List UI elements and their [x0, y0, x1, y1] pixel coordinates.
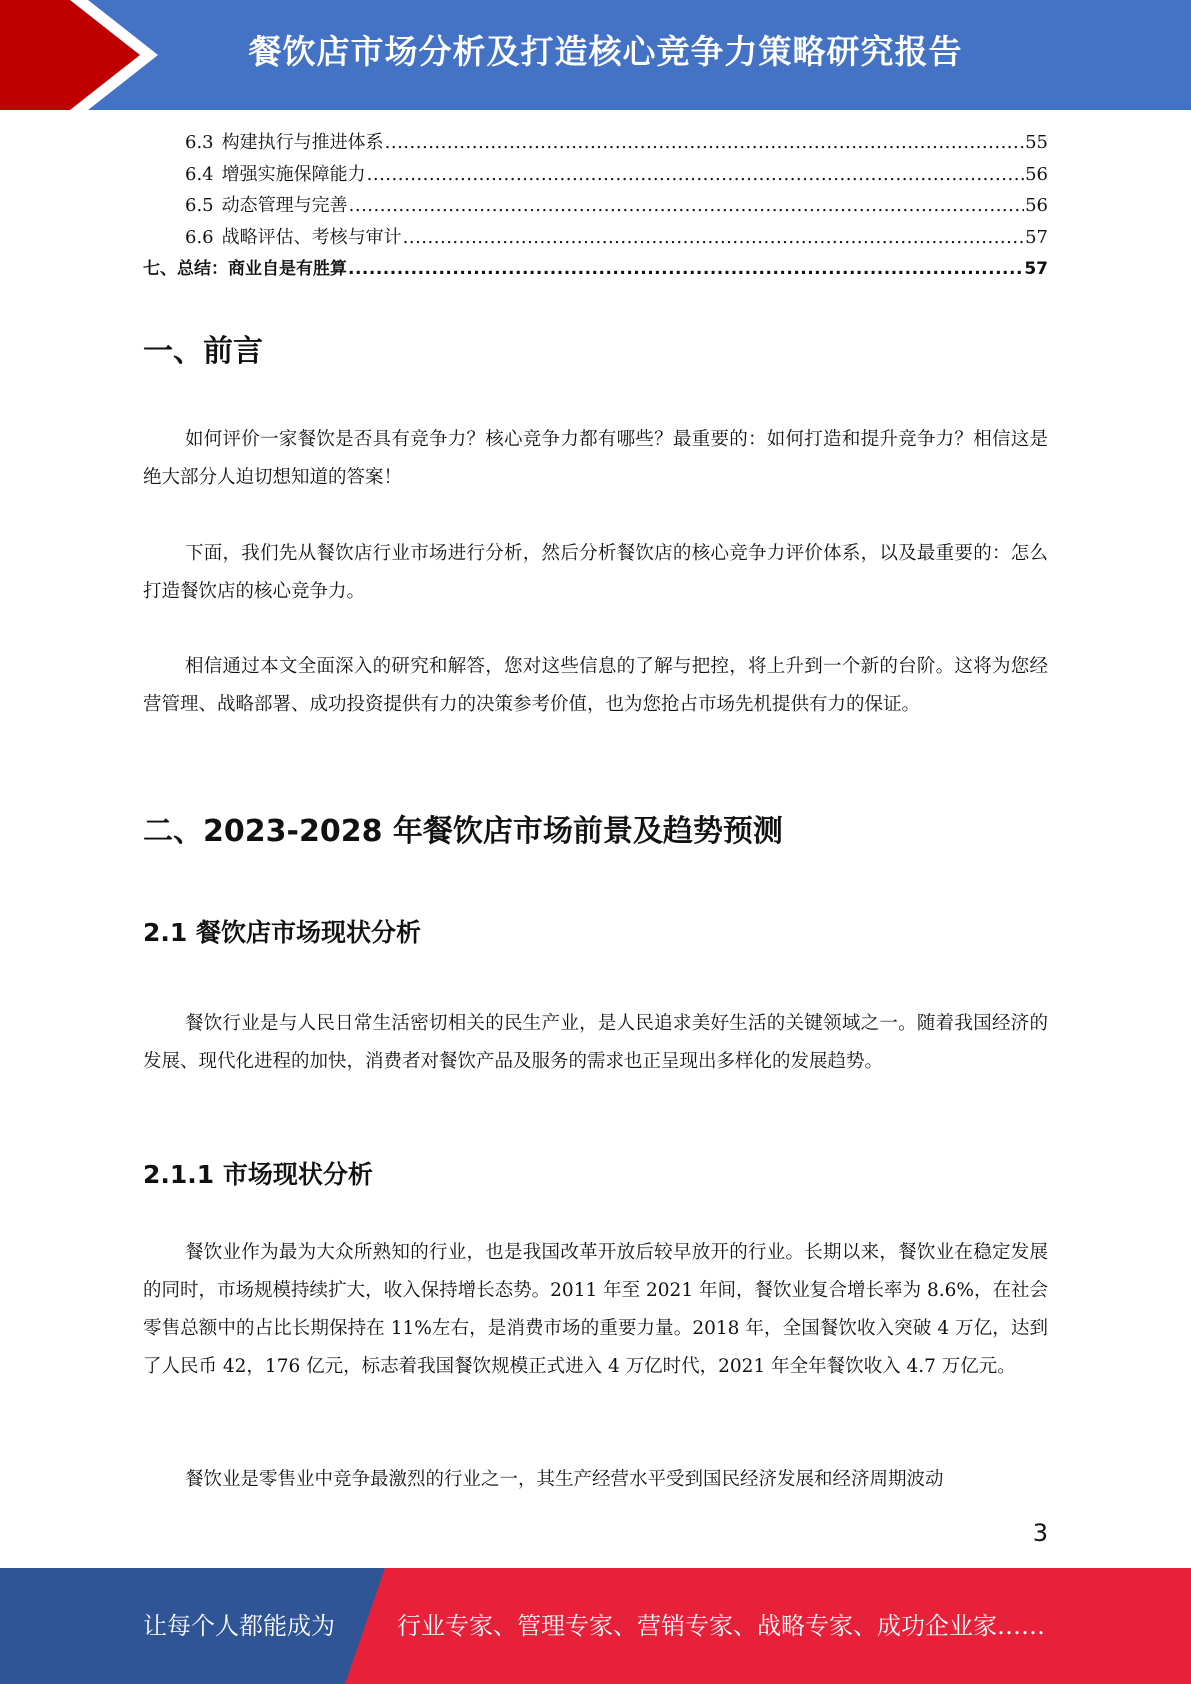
toc-entry-title: 战略评估、考核与审计	[221, 226, 402, 248]
header-title: 餐饮店市场分析及打造核心竞争力策略研究报告	[248, 32, 963, 71]
section-2-1-paragraph: 餐饮行业是与人民日常生活密切相关的民生产业，是人民追求美好生活的关键领域之一。随着我国经济的发展、现代化进程的加快，消费者对餐饮产品及服务的需求也正呈现出多样化的发展趋势。	[143, 1013, 1048, 1072]
toc-entry-page: 56	[1025, 163, 1048, 185]
toc-entry[interactable]	[143, 128, 1048, 160]
toc-entry-page: 57	[1025, 226, 1048, 248]
toc-entry-page: 57	[1024, 259, 1048, 279]
preface-paragraph-2: 下面，我们先从餐饮店行业市场进行分析，然后分析餐饮店的核心竞争力评价体系，以及最重要的：怎么打造餐饮店的核心竞争力。	[143, 543, 1048, 602]
toc-leader-dots	[348, 259, 1023, 279]
toc-entry-number: 6.5	[185, 195, 214, 216]
toc-entry-title: 构建执行与推进体系	[221, 132, 384, 153]
toc-entry[interactable]	[143, 160, 1048, 192]
page-header	[0, 0, 1191, 110]
toc-entry[interactable]	[143, 223, 1048, 255]
toc-entry-page: 55	[1025, 132, 1048, 153]
toc-entry-title: 七、总结：商业自是有胜算	[143, 259, 347, 279]
toc-entry-number: 6.4	[185, 163, 214, 185]
table-of-contents	[143, 128, 1048, 286]
footer-slogan-left: 让每个人都能成为	[143, 1612, 335, 1640]
subsection-heading-2-1-1: 2.1.1 市场现状分析	[143, 1160, 373, 1189]
page-number: 3	[1032, 1519, 1048, 1547]
toc-leader-dots	[403, 227, 1024, 248]
toc-entry[interactable]	[143, 191, 1048, 223]
section-2-1-1-paragraph-1: 餐饮业作为最为大众所熟知的行业，也是我国改革开放后较早放开的行业。长期以来，餐饮业在稳定发展的同时，市场规模持续扩大，收入保持增长态势。2011 年至 2021 年间，餐饮业复合增长率为 8.6%，在社会零售总额中的占比长期保持在 11%左右，是消费市场的重要力量。2018 年，全国餐饮收入突破 4 万亿，达到了人民币 42，176 亿元，标志着我国餐饮规模正式进入 4 万亿时代，2021 年全年餐饮收入 4.7 万亿元。	[143, 1242, 1048, 1377]
toc-entry-number: 6.6	[185, 226, 214, 248]
toc-entry-title: 动态管理与完善	[221, 195, 348, 216]
section-2-1-1-paragraph-2: 餐饮业是零售业中竞争最激烈的行业之一，其生产经营水平受到国民经济发展和经济周期波动	[185, 1469, 944, 1490]
toc-entry-page: 56	[1025, 195, 1048, 216]
section-heading-chapter-2: 二、2023-2028 年餐饮店市场前景及趋势预测	[143, 814, 783, 849]
section-heading-preface: 一、前言	[143, 334, 263, 369]
page-footer	[0, 1568, 1191, 1684]
footer-slogan-right: 行业专家、管理专家、营销专家、战略专家、成功企业家……	[397, 1612, 1045, 1640]
toc-entry-number: 6.3	[185, 132, 214, 153]
subsection-heading-2-1: 2.1 餐饮店市场现状分析	[143, 918, 421, 947]
toc-leader-dots	[349, 195, 1024, 216]
toc-entry-title: 增强实施保障能力	[221, 163, 366, 185]
preface-paragraph-1: 如何评价一家餐饮是否具有竞争力？核心竞争力都有哪些？最重要的：如何打造和提升竞争力？相信这是绝大部分人迫切想知道的答案！	[143, 429, 1048, 488]
preface-paragraph-3: 相信通过本文全面深入的研究和解答，您对这些信息的了解与把控，将上升到一个新的台阶。这将为您经营管理、战略部署、成功投资提供有力的决策参考价值，也为您抢占市场先机提供有力的保证。	[143, 656, 1048, 715]
toc-leader-dots	[367, 164, 1024, 185]
toc-leader-dots	[385, 132, 1024, 153]
toc-entry-chapter[interactable]	[143, 254, 1048, 286]
